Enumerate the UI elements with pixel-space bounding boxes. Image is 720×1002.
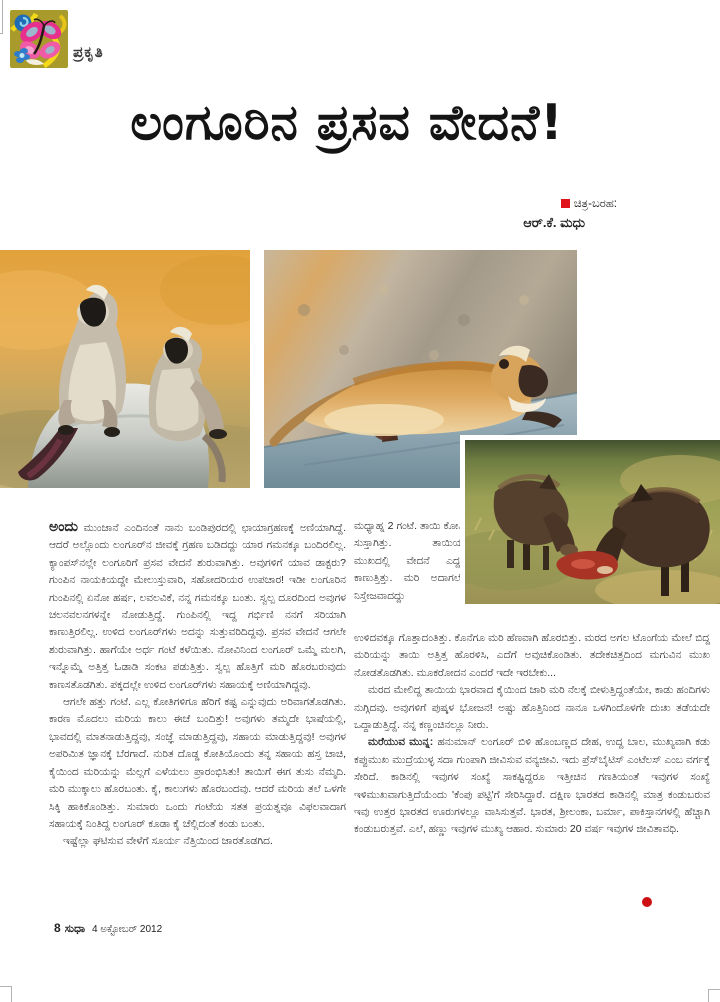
butterfly-flower-icon	[10, 55, 68, 72]
section-label: ಪ್ರಕೃತಿ	[73, 44, 104, 61]
issue-date: 4 ಅಕ್ಟೋಬರ್ 2012	[92, 924, 163, 935]
body-column-right-narrow	[354, 518, 464, 605]
paragraph: ಮರದ ಮೇಲಿದ್ದ ತಾಯಿಯ ಭಾರವಾದ ಕೈಯಿಂದ ಜಾರಿ ಮರಿ ನೆಲಕ್ಕೆ ಬೀಳುತ್ತಿದ್ದಂತೆಯೇ, ಕಾಡು ಹಂದಿಗಳು ನುಗ್ಗಿದವು. ಅವುಗಳಿಗೆ ಪುಷ್ಕಳ ಭೋಜನ! ಅಷ್ಟು ಹೊತ್ತಿನಿಂದ ನಾನೂ ಒಳಗಿಂದೊಳಗೇ ದುಃಖ ತಡೆಯದೇ ಒದ್ದಾಡುತ್ತಿದ್ದೆ. ನನ್ನ ಕಣ್ಣಂಚಿನಲ್ಲೂ ನೀರು.	[354, 684, 710, 732]
crop-mark-top-left	[2, 0, 3, 34]
article-end-mark	[642, 897, 652, 907]
body-column-right-wide	[354, 630, 710, 839]
page-footer	[54, 921, 162, 936]
paragraph: ಇಷ್ಟೆಲ್ಲಾ ಘಟಿಸುವ ವೇಳೆಗೆ ಸೂರ್ಯ ನೆತ್ತಿಯಿಂದ ಜಾರತೊಡಗಿದ.	[63, 835, 273, 848]
magazine-name: ಸುಧಾ	[64, 923, 86, 935]
crop-mark-bottom-left-tick	[11, 986, 12, 1002]
page-number: 8	[54, 921, 61, 935]
article-title: ಲಂಗೂರಿನ ಪ್ರಸವ ವೇದನೆ!	[130, 94, 564, 151]
crop-mark-bottom-right-tick	[708, 989, 709, 1002]
section-logo	[10, 10, 68, 68]
crop-mark-top-left-tick	[0, 33, 3, 34]
byline-label: ಚಿತ್ರ-ಬರಹ:	[573, 198, 617, 210]
byline-marker-icon	[561, 199, 570, 208]
paragraph-text: ಮುಂಜಾನೆ ಎಂದಿನಂತೆ ನಾನು ಬಂಡಿಪುರದಲ್ಲಿ ಛಾಯಾಗ್ರಹಣಕ್ಕೆ ಅಣಿಯಾಗಿದ್ದೆ. ಆದರೆ ಅಲ್ಲೊಂದು ಲಂಗೂರ್‌ನ ಜೀವಕ್ಕೆ ಗ್ರಹಣ ಬಡಿದದ್ದು ಯಾರ ಗಮನಕ್ಕೂ ಬಂದಿರಲಿಲ್ಲ. ಕ್ಯಾಂಪಸ್‌ನಲ್ಲೇ ಲಂಗೂರಿಗೆ ಪ್ರಸವ ವೇದನೆ ಶುರುವಾಗಿತ್ತು. ಅವುಗಳಿಗೆ ಯಾವ ಡಾಕ್ಟರು? ಗುಂಪಿನ ನಾಯಕಿಯದ್ದೇ ಮೇಲುಸ್ತುವಾರಿ, ಸಹೋದರಿಯರ ಉಪಚಾರ! ಇಡೀ ಲಂಗೂರಿನ ಗುಂಪಿನಲ್ಲಿ ಏನೋ ಹರ್ಷ, ಲವಲವಿಕೆ, ನನ್ನ ಗಮನಕ್ಕೂ ಬಂತು. ಸ್ವಲ್ಪ ದೂರದಿಂದ ಅವುಗಳ ಚಲನವಲನಗಳನ್ನೇ ನೋಡುತ್ತಿದ್ದೆ. ಗುಂಪಿನಲ್ಲಿ ಇದ್ದ ಗರ್ಭಿಣಿ ನನಗೆ ಸರಿಯಾಗಿ ಕಾಣುತ್ತಿರಲಿಲ್ಲ. ಉಳಿದ ಲಂಗೂರ್‌ಗಳು ಅದನ್ನು ಸುತ್ತುವರಿದಿದ್ದವು. ಪ್ರಸವ ವೇದನೆ ಆಗಲೇ ಶುರುವಾಗಿತ್ತು. ಹಾಗೆಯೇ ಅರ್ಧ ಗಂಟೆ ಕಳೆಯಿತು. ನೋವಿನಿಂದ ಲಂಗೂರ್ ಒಮ್ಮೆ ಮಲಗಿ, ಇನ್ನೊಮ್ಮೆ ಅತ್ತಿತ್ತ ಓಡಾಡಿ ಸಂಕಟ ಪಡುತ್ತಿತ್ತು. ಸ್ವಲ್ಪ ಹೊತ್ತಿಗೆ ಮರಿ ಹೊರಬರುವುದು ಕಾಣಸತೊಡಗಿತು. ಪಕ್ಕದಲ್ಲೇ ಉಳಿದ ಲಂಗೂರ್‌ಗಳು ಸಹಾಯಕ್ಕೆ ಅಣಿಯಾಗಿದ್ದವು.	[49, 522, 346, 691]
byline	[445, 196, 617, 233]
byline-author: ಆರ್.ಕೆ. ಮಧು	[523, 214, 585, 230]
paragraph-lead-word: ಅಂದು	[49, 518, 78, 534]
paragraph	[354, 734, 710, 838]
paragraph-text: ಹನುಮಾನ್ ಲಂಗೂರ್ ಬಿಳಿ ಹೊಂಬಣ್ಣದ ದೇಹ, ಉದ್ದ ಬಾಲ, ಮುಖ್ಯವಾಗಿ ಕಡು ಕಪ್ಪುಮುಖ ಮುದ್ರೆಯುಳ್ಳ ಸದಾ ಗುಂಪಾಗಿ ಜೀವಿಸುವ ವನ್ಯಜೀವಿ. ಇದು ಪ್ರೆಸ್‌ಬೈಟಿಸ್ ಎಂಟೆಲಸ್ ಎಂಬ ವರ್ಗಕ್ಕೆ ಸೇರಿದೆ. ಕಾಡಿನಲ್ಲಿ ಇವುಗಳ ಸಂಖ್ಯೆ ಸಾಕಷ್ಟಿದ್ದರೂ ಇತ್ತೀಚಿನ ಗಣತಿಯಂತೆ ಇವುಗಳ ಸಂಖ್ಯೆ ಇಳಿಮುಖವಾಗುತ್ತಿದೆಯೆಂದು 'ಕೆಂಪು ಪಟ್ಟಿ'ಗೆ ಸೇರಿಸಿದ್ದಾರೆ. ದಕ್ಷಿಣ ಭಾರತದ ಕಾಡಿನಲ್ಲಿ ಮಾತ್ರ ಕಂಡುಬರುವ ಇವು ಉತ್ತರ ಭಾರತದ ಊರುಗಳಲ್ಲೂ ವಾಸಿಸುತ್ತವೆ. ಭಾರತ, ಶ್ರೀಲಂಕಾ, ಬರ್ಮಾ, ಪಾಕಿಸ್ತಾನಗಳಲ್ಲಿ ಹೆಚ್ಚಾಗಿ ಕಂಡುಬರುತ್ತವೆ. ಎಲೆ, ಹಣ್ಣು ಇವುಗಳ ಮುಖ್ಯ ಆಹಾರ. ಸುಮಾರು 20 ವರ್ಷ ಇವುಗಳ ಜೀವಿತಾವಧಿ.	[354, 736, 710, 836]
paragraph: ಆಗಲೇ ಹತ್ತು ಗಂಟೆ. ಎಲ್ಲ ಕೋತಿಗಳಿಗೂ ಹೆರಿಗೆ ಕಷ್ಟ ಎನ್ನುವುದು ಅರಿವಾಗತೊಡಗಿತು. ಕಾರಣ ಮೊದಲು ಮರಿಯ ಕಾಲು ಈಚೆ ಬಂದಿತ್ತು! ಅವುಗಳು ತಮ್ಮದೇ ಭಾಷೆಯಲ್ಲಿ, ಭಾವದಲ್ಲಿ ಮಾತನಾಡುತ್ತಿದ್ದವು, ಸಂಜ್ಞೆ ಮಾಡುತ್ತಿದ್ದವು, ಸಹಾಯ ಮಾಡುತ್ತಿದ್ದವು! ಅವುಗಳ ಅಪರಿಮಿತ ಜ್ಞಾನಕ್ಕೆ ಬೆರಗಾದೆ. ನುರಿತ ದೊಡ್ಡ ಕೋತಿಯೊಂದು ತನ್ನ ಸಹಾಯ ಹಸ್ತ ಚಾಚಿ, ಕೈಯಿಂದ ಮರಿಯನ್ನು ಮೆಲ್ಲಗೆ ಎಳೆಯಲು ಪ್ರಾರಂಭಿಸಿತು! ತಾಯಿಗೆ ಈಗ ತುಸು ನೆಮ್ಮದಿ. ಮರಿ ಮುಕ್ಕಾಲು ಹೊರಬಂತು. ಕೈ, ಕಾಲುಗಳು ಹೊರಬಂದವು. ಆದರೆ ಮರಿಯ ತಲೆ ಒಳಗೇ ಸಿಕ್ಕಿ ಹಾಕಿಕೊಂಡಿತ್ತು. ಸುಮಾರು ಒಂದು ಗಂಟೆಯ ಸತತ ಪ್ರಯತ್ನವೂ ವಿಫಲವಾದಾಗ ಸಹಾಯಕ್ಕೆ ನಿಂತಿದ್ದ ಲಂಗೂರ್ ಕೂಡಾ ಕೈ ಚೆಲ್ಲಿದಂತೆ ಕಂಡು ಬಂತು.	[49, 696, 346, 830]
paragraph-lead-bold: ಮರೆಯುವ ಮುನ್ನ:	[368, 736, 434, 749]
paragraph	[49, 518, 346, 694]
photo-langur-pair-on-rock	[0, 250, 250, 488]
photo-wild-boars-feeding	[460, 435, 720, 604]
paragraph: ಉಳಿದವಕ್ಕೂ ಗೊತ್ತಾದಂತಿತ್ತು. ಕೊನೆಗೂ ಮರಿ ಹೆಣವಾಗಿ ಹೊರಬಿತ್ತು. ಮರದ ಅಗಲ ಟೊಂಗೆಯ ಮೇಲೆ ಬಿದ್ದ ಮರಿಯನ್ನು ತಾಯಿ ಅತ್ತಿತ್ತ ಹೊರಳಿಸಿ, ಎದೆಗೆ ಅವುಚಿಕೊಂಡಿತು. ತದೇಕಚಿತ್ತದಿಂದ ಮಗುವಿನ ಮುಖ ನೋಡತೊಡಗಿತು. ಮೂಕರೋದನ ಎಂದರೆ ಇದೇ ಇರಬೇಕು...	[354, 632, 710, 679]
body-column-left	[49, 518, 346, 851]
crop-mark-bottom-right	[708, 989, 720, 990]
paragraph: ಮಧ್ಯಾಹ್ನ 2 ಗಂಟೆ. ತಾಯಿ ಕೋತಿ ಸುಸ್ತಾಗಿತ್ತು. ತಾಯಿಯ ಮುಖದಲ್ಲಿ ವೇದನೆ ಎದ್ದು ಕಾಣುತ್ತಿತ್ತು. ಮರಿ ಅದಾಗಲೇ ನಿಸ್ತೇಜವಾದದ್ದು	[354, 520, 464, 602]
